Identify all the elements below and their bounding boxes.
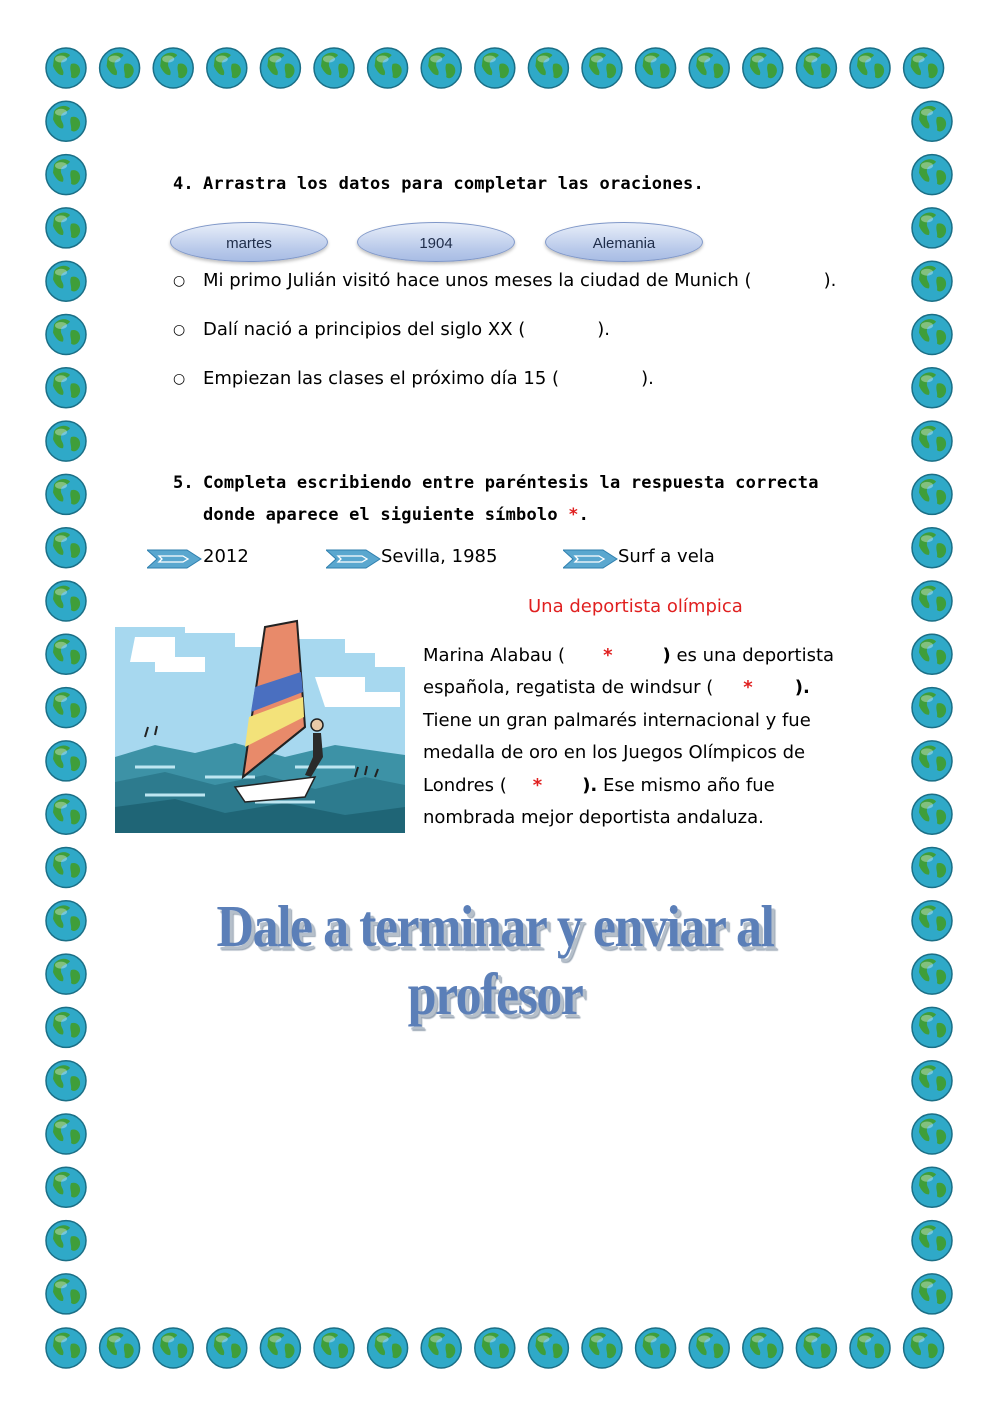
para-close-1: )	[662, 645, 671, 666]
globe-icon	[46, 368, 86, 408]
globe-icon	[368, 1328, 408, 1368]
globe-icon	[912, 1274, 952, 1314]
globe-icon	[912, 1007, 952, 1047]
question-5-title	[173, 467, 819, 531]
globe-icon	[912, 794, 952, 834]
para-close-2: ).	[794, 677, 810, 699]
globe-icon	[912, 1114, 952, 1154]
globe-icon	[912, 474, 952, 514]
globe-icon	[912, 1061, 952, 1101]
drag-option-1904[interactable]: 1904	[357, 222, 515, 262]
question-5-number: 5.	[173, 473, 194, 493]
globe-icon	[912, 1221, 952, 1261]
asterisk-symbol: *	[568, 505, 579, 525]
bullet-icon: ○	[173, 371, 186, 387]
sentence-2	[173, 319, 610, 340]
answer-blank-1[interactable]: *	[603, 645, 613, 666]
globe-icon	[100, 1328, 140, 1368]
arrow-icon	[147, 548, 203, 570]
option-sevilla-1985: Sevilla, 1985	[381, 546, 498, 567]
globe-icon	[528, 1328, 568, 1368]
globe-icon	[46, 48, 86, 88]
globe-icon	[796, 1328, 836, 1368]
reading-subtitle: Una deportista olímpica	[528, 596, 743, 617]
globe-icon	[46, 1328, 86, 1368]
globe-icon	[912, 688, 952, 728]
arrow-icon	[563, 548, 619, 570]
globe-icon	[368, 48, 408, 88]
bullet-icon: ○	[173, 322, 186, 338]
globe-icon	[260, 48, 300, 88]
globe-icon	[689, 1328, 729, 1368]
globe-icon	[46, 208, 86, 248]
sentence-3-text: Empiezan las clases el próximo día 15 (	[203, 368, 560, 389]
globe-icon	[636, 48, 676, 88]
globe-icon	[912, 634, 952, 674]
globe-icon	[912, 261, 952, 301]
sentence-1	[173, 270, 836, 291]
sentence-1-text: Mi primo Julián visitó hace unos meses la ciudad de Munich (	[203, 270, 752, 291]
globe-icon	[912, 741, 952, 781]
globe-icon	[46, 155, 86, 195]
globe-icon	[46, 1114, 86, 1154]
para-close-3: ).	[582, 774, 598, 796]
globe-icon	[314, 48, 354, 88]
globe-icon	[904, 1328, 944, 1368]
globe-icon	[46, 474, 86, 514]
para-text-2: es una deportista española, regatista de windsur (	[423, 645, 835, 699]
globe-icon	[46, 848, 86, 888]
question-5-instruction-2: donde aparece el siguiente símbolo	[203, 505, 558, 525]
sentence-2-end: ).	[597, 319, 611, 340]
globe-icon	[689, 48, 729, 88]
sentence-2-text: Dalí nació a principios del siglo XX (	[203, 319, 526, 340]
globe-icon	[46, 1167, 86, 1207]
globe-icon	[582, 1328, 622, 1368]
question-5-instruction-1: Completa escribiendo entre paréntesis la respuesta correcta	[203, 473, 819, 493]
sentence-3-end: ).	[641, 368, 654, 389]
globe-icon	[207, 48, 247, 88]
globe-icon	[475, 48, 515, 88]
globe-icon	[421, 48, 461, 88]
globe-icon	[46, 528, 86, 568]
reading-paragraph	[423, 640, 863, 834]
globe-icon	[46, 688, 86, 728]
globe-icon	[46, 261, 86, 301]
globe-icon	[46, 101, 86, 141]
globe-icon	[46, 1061, 86, 1101]
finish-banner[interactable]: Dale a terminar y enviar al profesor	[216, 894, 774, 1028]
sentence-1-end: ).	[823, 270, 837, 291]
arrow-icon	[326, 548, 382, 570]
globe-icon	[904, 48, 944, 88]
globe-icon	[912, 901, 952, 941]
globe-icon	[46, 794, 86, 834]
globe-icon	[912, 848, 952, 888]
globe-icon	[46, 634, 86, 674]
question-5-period: .	[578, 505, 590, 525]
windsurf-illustration	[115, 617, 405, 833]
globe-icon	[46, 1007, 86, 1047]
globe-icon	[850, 1328, 890, 1368]
sentence-3	[173, 368, 654, 389]
question-4-number: 4.	[173, 174, 194, 194]
globe-icon	[582, 48, 622, 88]
globe-icon	[153, 1328, 193, 1368]
globe-icon	[743, 1328, 783, 1368]
globe-icon	[475, 1328, 515, 1368]
globe-icon	[260, 1328, 300, 1368]
globe-icon	[46, 421, 86, 461]
globe-icon	[46, 741, 86, 781]
globe-icon	[912, 581, 952, 621]
globe-icon	[46, 1221, 86, 1261]
globe-icon	[153, 48, 193, 88]
globe-icon	[743, 48, 783, 88]
globe-icon	[46, 901, 86, 941]
para-text-1: Marina Alabau (	[423, 645, 566, 666]
globe-icon	[528, 48, 568, 88]
para-text-4: Ese mismo año fue nombrada mejor deportista andaluza.	[423, 774, 775, 829]
question-4-title	[173, 174, 704, 194]
globe-icon	[314, 1328, 354, 1368]
globe-icon	[46, 581, 86, 621]
answer-blank-2[interactable]: *	[743, 677, 753, 699]
para-text-3: Tiene un gran palmarés internacional y fue medalla de oro en los Juegos Olímpicos de Londres (	[423, 709, 811, 796]
globe-icon	[46, 954, 86, 994]
globe-icon	[636, 1328, 676, 1368]
globe-icon	[912, 528, 952, 568]
globe-icon	[207, 1328, 247, 1368]
globe-icon	[912, 315, 952, 355]
question-4-instruction: Arrastra los datos para completar las oraciones.	[203, 174, 704, 194]
globe-icon	[912, 368, 952, 408]
globe-icon	[912, 1167, 952, 1207]
globe-icon	[46, 315, 86, 355]
option-surf-a-vela: Surf a vela	[618, 546, 715, 567]
drag-option-martes[interactable]: martes	[170, 222, 328, 262]
drag-option-alemania[interactable]: Alemania	[545, 222, 703, 262]
globe-icon	[421, 1328, 461, 1368]
globe-icon	[912, 954, 952, 994]
globe-icon	[46, 1274, 86, 1314]
globe-icon	[912, 208, 952, 248]
globe-icon	[912, 421, 952, 461]
globe-icon	[912, 101, 952, 141]
answer-blank-3[interactable]: *	[532, 774, 543, 796]
option-2012: 2012	[203, 546, 249, 567]
globe-icon	[796, 48, 836, 88]
globe-icon	[100, 48, 140, 88]
globe-icon	[850, 48, 890, 88]
globe-icon	[912, 155, 952, 195]
bullet-icon: ○	[173, 273, 186, 289]
